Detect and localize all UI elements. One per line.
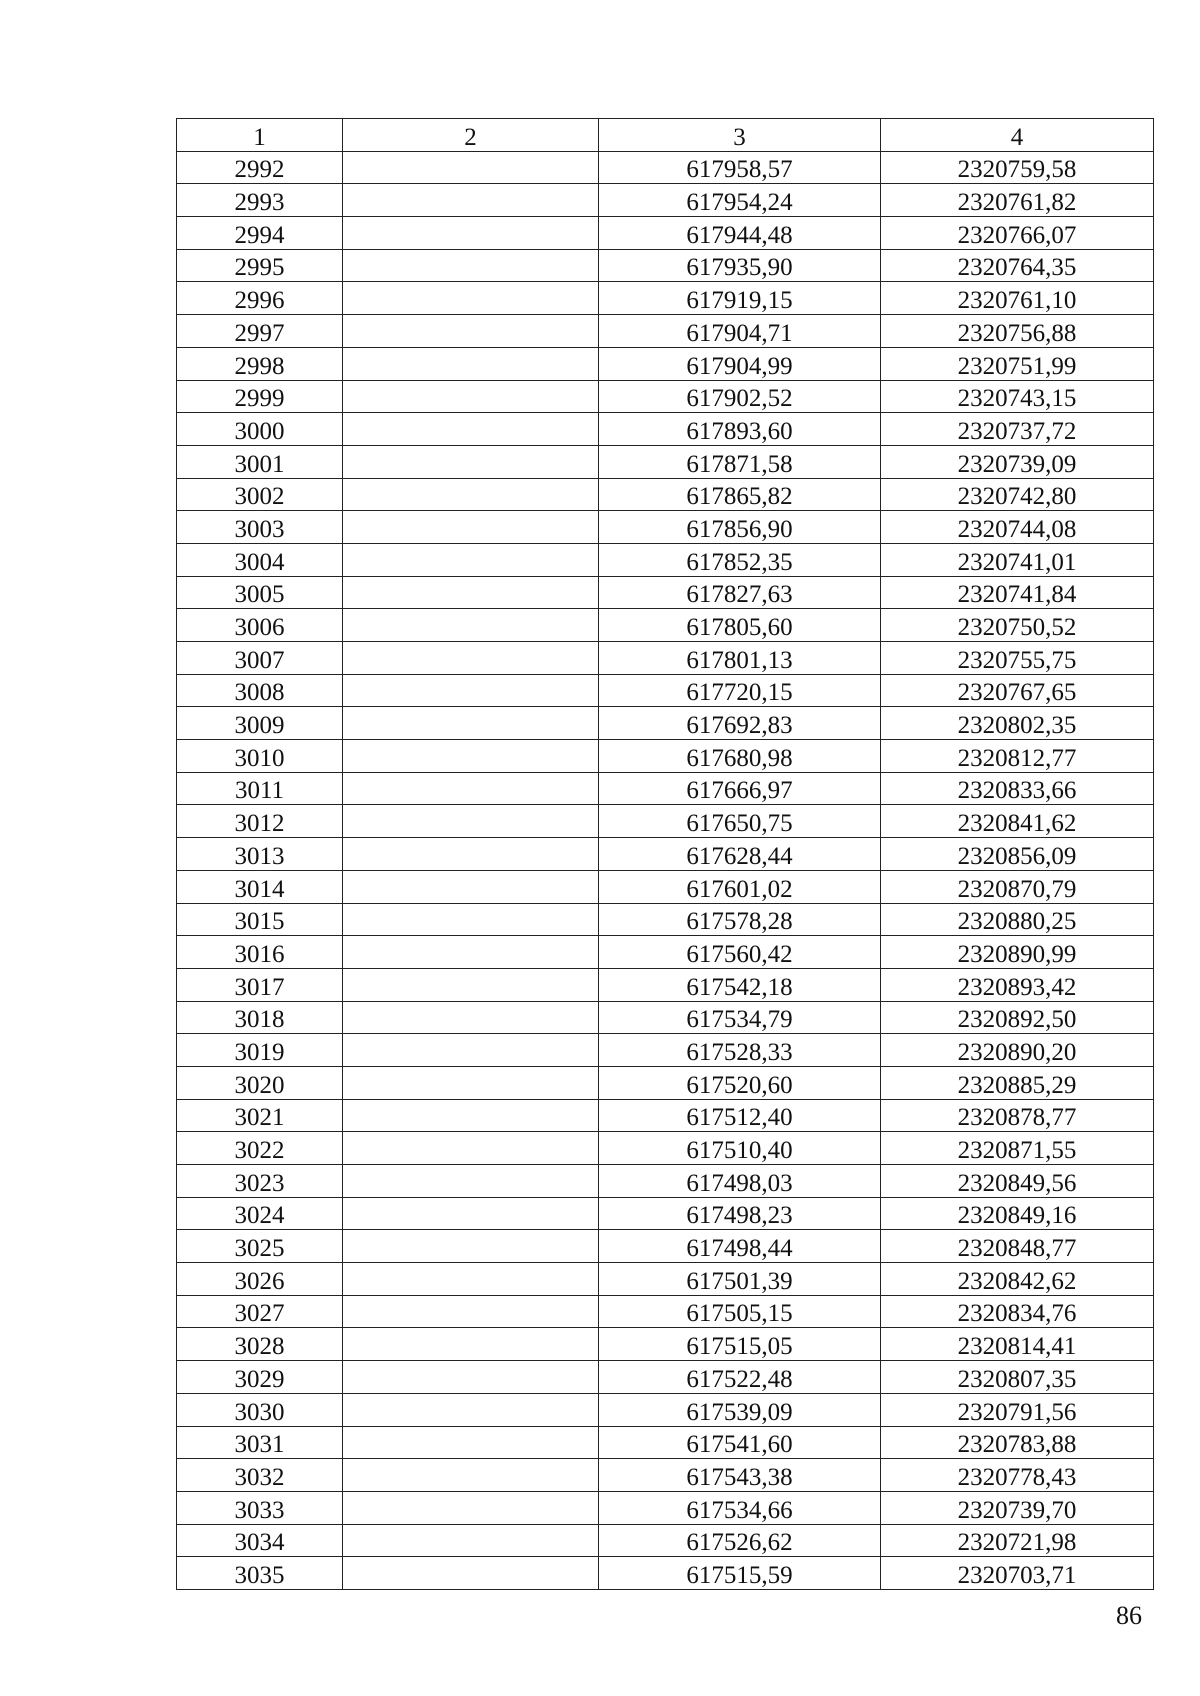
point-number-cell: 2999 — [177, 380, 343, 413]
table-row — [177, 1557, 1154, 1590]
point-number-cell: 3001 — [177, 445, 343, 478]
empty-cell — [343, 249, 599, 282]
empty-cell — [343, 1230, 599, 1263]
empty-cell — [343, 674, 599, 707]
x-coordinate-cell: 617904,99 — [599, 347, 881, 380]
empty-cell — [343, 968, 599, 1001]
x-coordinate-cell: 617893,60 — [599, 413, 881, 446]
table-row — [177, 1393, 1154, 1426]
x-coordinate-cell: 617601,02 — [599, 870, 881, 903]
x-coordinate-cell: 617512,40 — [599, 1099, 881, 1132]
empty-cell — [343, 282, 599, 315]
y-coordinate-cell: 2320761,82 — [881, 184, 1154, 217]
point-number-cell: 3002 — [177, 478, 343, 511]
empty-cell — [343, 870, 599, 903]
table-row — [177, 1066, 1154, 1099]
y-coordinate-cell: 2320721,98 — [881, 1524, 1154, 1557]
x-coordinate-cell: 617534,66 — [599, 1491, 881, 1524]
table-row — [177, 1295, 1154, 1328]
table-row — [177, 870, 1154, 903]
y-coordinate-cell: 2320744,08 — [881, 511, 1154, 544]
table-row — [177, 1099, 1154, 1132]
point-number-cell: 3013 — [177, 838, 343, 871]
point-number-cell: 2993 — [177, 184, 343, 217]
point-number-cell: 3035 — [177, 1557, 343, 1590]
empty-cell — [343, 1524, 599, 1557]
empty-cell — [343, 1426, 599, 1459]
empty-cell — [343, 903, 599, 936]
point-number-cell: 3034 — [177, 1524, 343, 1557]
empty-cell — [343, 1001, 599, 1034]
table-row — [177, 151, 1154, 184]
table-row — [177, 1263, 1154, 1296]
y-coordinate-cell: 2320807,35 — [881, 1361, 1154, 1394]
empty-cell — [343, 1491, 599, 1524]
point-number-cell: 2992 — [177, 151, 343, 184]
x-coordinate-cell: 617904,71 — [599, 315, 881, 348]
table-row — [177, 445, 1154, 478]
y-coordinate-cell: 2320885,29 — [881, 1066, 1154, 1099]
table-row — [177, 903, 1154, 936]
x-coordinate-cell: 617505,15 — [599, 1295, 881, 1328]
point-number-cell: 3010 — [177, 740, 343, 773]
x-coordinate-cell: 617520,60 — [599, 1066, 881, 1099]
empty-cell — [343, 511, 599, 544]
empty-cell — [343, 478, 599, 511]
y-coordinate-cell: 2320750,52 — [881, 609, 1154, 642]
table-row — [177, 1165, 1154, 1198]
empty-cell — [343, 707, 599, 740]
point-number-cell: 3021 — [177, 1099, 343, 1132]
empty-cell — [343, 315, 599, 348]
x-coordinate-cell: 617498,44 — [599, 1230, 881, 1263]
point-number-cell: 3015 — [177, 903, 343, 936]
y-coordinate-cell: 2320849,16 — [881, 1197, 1154, 1230]
point-number-cell: 3025 — [177, 1230, 343, 1263]
y-coordinate-cell: 2320802,35 — [881, 707, 1154, 740]
x-coordinate-cell: 617954,24 — [599, 184, 881, 217]
point-number-cell: 2996 — [177, 282, 343, 315]
table-row — [177, 805, 1154, 838]
y-coordinate-cell: 2320841,62 — [881, 805, 1154, 838]
empty-cell — [343, 1132, 599, 1165]
empty-cell — [343, 772, 599, 805]
y-coordinate-cell: 2320856,09 — [881, 838, 1154, 871]
empty-cell — [343, 1034, 599, 1067]
empty-cell — [343, 1393, 599, 1426]
page-number: 86 — [1116, 1601, 1142, 1630]
point-number-cell: 3014 — [177, 870, 343, 903]
empty-cell — [343, 543, 599, 576]
table-row — [177, 1524, 1154, 1557]
point-number-cell: 3027 — [177, 1295, 343, 1328]
y-coordinate-cell: 2320878,77 — [881, 1099, 1154, 1132]
x-coordinate-cell: 617944,48 — [599, 217, 881, 250]
table-row — [177, 1361, 1154, 1394]
empty-cell — [343, 576, 599, 609]
x-coordinate-cell: 617827,63 — [599, 576, 881, 609]
table-row — [177, 642, 1154, 675]
table-row — [177, 1491, 1154, 1524]
y-coordinate-cell: 2320761,10 — [881, 282, 1154, 315]
y-coordinate-cell: 2320791,56 — [881, 1393, 1154, 1426]
table-row — [177, 772, 1154, 805]
y-coordinate-cell: 2320880,25 — [881, 903, 1154, 936]
point-number-cell: 2997 — [177, 315, 343, 348]
point-number-cell: 3016 — [177, 936, 343, 969]
x-coordinate-cell: 617510,40 — [599, 1132, 881, 1165]
y-coordinate-cell: 2320814,41 — [881, 1328, 1154, 1361]
y-coordinate-cell: 2320756,88 — [881, 315, 1154, 348]
table-row — [177, 217, 1154, 250]
table-row — [177, 1426, 1154, 1459]
y-coordinate-cell: 2320743,15 — [881, 380, 1154, 413]
y-coordinate-cell: 2320742,80 — [881, 478, 1154, 511]
point-number-cell: 3006 — [177, 609, 343, 642]
table-row — [177, 282, 1154, 315]
empty-cell — [343, 1361, 599, 1394]
table-row — [177, 576, 1154, 609]
table-row — [177, 740, 1154, 773]
x-coordinate-cell: 617852,35 — [599, 543, 881, 576]
point-number-cell: 3033 — [177, 1491, 343, 1524]
empty-cell — [343, 609, 599, 642]
table-row — [177, 511, 1154, 544]
point-number-cell: 3011 — [177, 772, 343, 805]
point-number-cell: 2998 — [177, 347, 343, 380]
empty-cell — [343, 1459, 599, 1492]
table-row — [177, 1001, 1154, 1034]
point-number-cell: 3005 — [177, 576, 343, 609]
table-header-row — [177, 119, 1154, 152]
point-number-cell: 3026 — [177, 1263, 343, 1296]
table-row — [177, 1230, 1154, 1263]
empty-cell — [343, 1165, 599, 1198]
y-coordinate-cell: 2320893,42 — [881, 968, 1154, 1001]
x-coordinate-cell: 617560,42 — [599, 936, 881, 969]
x-coordinate-cell: 617498,23 — [599, 1197, 881, 1230]
table-row — [177, 936, 1154, 969]
point-number-cell: 2994 — [177, 217, 343, 250]
y-coordinate-cell: 2320766,07 — [881, 217, 1154, 250]
point-number-cell: 3008 — [177, 674, 343, 707]
point-number-cell: 3017 — [177, 968, 343, 1001]
table-row — [177, 1459, 1154, 1492]
empty-cell — [343, 445, 599, 478]
empty-cell — [343, 1328, 599, 1361]
table-row — [177, 347, 1154, 380]
empty-cell — [343, 642, 599, 675]
coordinates-table — [176, 118, 1154, 1590]
empty-cell — [343, 805, 599, 838]
x-coordinate-cell: 617498,03 — [599, 1165, 881, 1198]
y-coordinate-cell: 2320764,35 — [881, 249, 1154, 282]
empty-cell — [343, 740, 599, 773]
table-row — [177, 1132, 1154, 1165]
x-coordinate-cell: 617522,48 — [599, 1361, 881, 1394]
point-number-cell: 3024 — [177, 1197, 343, 1230]
point-number-cell: 3012 — [177, 805, 343, 838]
empty-cell — [343, 184, 599, 217]
x-coordinate-cell: 617856,90 — [599, 511, 881, 544]
x-coordinate-cell: 617666,97 — [599, 772, 881, 805]
x-coordinate-cell: 617680,98 — [599, 740, 881, 773]
y-coordinate-cell: 2320892,50 — [881, 1001, 1154, 1034]
x-coordinate-cell: 617541,60 — [599, 1426, 881, 1459]
y-coordinate-cell: 2320842,62 — [881, 1263, 1154, 1296]
table-row — [177, 968, 1154, 1001]
point-number-cell: 3029 — [177, 1361, 343, 1394]
x-coordinate-cell: 617515,59 — [599, 1557, 881, 1590]
x-coordinate-cell: 617902,52 — [599, 380, 881, 413]
empty-cell — [343, 1295, 599, 1328]
y-coordinate-cell: 2320890,20 — [881, 1034, 1154, 1067]
table-row — [177, 543, 1154, 576]
x-coordinate-cell: 617692,83 — [599, 707, 881, 740]
y-coordinate-cell: 2320783,88 — [881, 1426, 1154, 1459]
table-row — [177, 674, 1154, 707]
y-coordinate-cell: 2320849,56 — [881, 1165, 1154, 1198]
x-coordinate-cell: 617543,38 — [599, 1459, 881, 1492]
y-coordinate-cell: 2320871,55 — [881, 1132, 1154, 1165]
y-coordinate-cell: 2320751,99 — [881, 347, 1154, 380]
x-coordinate-cell: 617958,57 — [599, 151, 881, 184]
y-coordinate-cell: 2320739,09 — [881, 445, 1154, 478]
table-row — [177, 380, 1154, 413]
table-row — [177, 1328, 1154, 1361]
y-coordinate-cell: 2320759,58 — [881, 151, 1154, 184]
x-coordinate-cell: 617534,79 — [599, 1001, 881, 1034]
x-coordinate-cell: 617542,18 — [599, 968, 881, 1001]
empty-cell — [343, 413, 599, 446]
table-row — [177, 609, 1154, 642]
header-cell-3: 3 — [599, 119, 881, 152]
point-number-cell: 3019 — [177, 1034, 343, 1067]
empty-cell — [343, 936, 599, 969]
y-coordinate-cell: 2320741,01 — [881, 543, 1154, 576]
x-coordinate-cell: 617501,39 — [599, 1263, 881, 1296]
y-coordinate-cell: 2320848,77 — [881, 1230, 1154, 1263]
table-row — [177, 1034, 1154, 1067]
x-coordinate-cell: 617865,82 — [599, 478, 881, 511]
x-coordinate-cell: 617515,05 — [599, 1328, 881, 1361]
point-number-cell: 3000 — [177, 413, 343, 446]
x-coordinate-cell: 617871,58 — [599, 445, 881, 478]
x-coordinate-cell: 617526,62 — [599, 1524, 881, 1557]
y-coordinate-cell: 2320812,77 — [881, 740, 1154, 773]
y-coordinate-cell: 2320741,84 — [881, 576, 1154, 609]
y-coordinate-cell: 2320834,76 — [881, 1295, 1154, 1328]
table-row — [177, 413, 1154, 446]
table-row — [177, 184, 1154, 217]
x-coordinate-cell: 617650,75 — [599, 805, 881, 838]
point-number-cell: 3023 — [177, 1165, 343, 1198]
point-number-cell: 3032 — [177, 1459, 343, 1492]
x-coordinate-cell: 617528,33 — [599, 1034, 881, 1067]
empty-cell — [343, 1099, 599, 1132]
x-coordinate-cell: 617805,60 — [599, 609, 881, 642]
empty-cell — [343, 347, 599, 380]
table-row — [177, 249, 1154, 282]
x-coordinate-cell: 617578,28 — [599, 903, 881, 936]
empty-cell — [343, 1557, 599, 1590]
header-cell-4: 4 — [881, 119, 1154, 152]
empty-cell — [343, 1263, 599, 1296]
empty-cell — [343, 217, 599, 250]
y-coordinate-cell: 2320833,66 — [881, 772, 1154, 805]
point-number-cell: 3003 — [177, 511, 343, 544]
empty-cell — [343, 380, 599, 413]
point-number-cell: 3004 — [177, 543, 343, 576]
x-coordinate-cell: 617919,15 — [599, 282, 881, 315]
y-coordinate-cell: 2320890,99 — [881, 936, 1154, 969]
header-cell-1: 1 — [177, 119, 343, 152]
point-number-cell: 3022 — [177, 1132, 343, 1165]
point-number-cell: 3028 — [177, 1328, 343, 1361]
point-number-cell: 3018 — [177, 1001, 343, 1034]
x-coordinate-cell: 617801,13 — [599, 642, 881, 675]
empty-cell — [343, 1066, 599, 1099]
x-coordinate-cell: 617720,15 — [599, 674, 881, 707]
table-row — [177, 707, 1154, 740]
point-number-cell: 3030 — [177, 1393, 343, 1426]
y-coordinate-cell: 2320778,43 — [881, 1459, 1154, 1492]
y-coordinate-cell: 2320737,72 — [881, 413, 1154, 446]
y-coordinate-cell: 2320870,79 — [881, 870, 1154, 903]
empty-cell — [343, 1197, 599, 1230]
x-coordinate-cell: 617539,09 — [599, 1393, 881, 1426]
point-number-cell: 2995 — [177, 249, 343, 282]
empty-cell — [343, 838, 599, 871]
point-number-cell: 3020 — [177, 1066, 343, 1099]
table-body — [177, 119, 1154, 1590]
y-coordinate-cell: 2320755,75 — [881, 642, 1154, 675]
y-coordinate-cell: 2320739,70 — [881, 1491, 1154, 1524]
x-coordinate-cell: 617935,90 — [599, 249, 881, 282]
empty-cell — [343, 151, 599, 184]
y-coordinate-cell: 2320767,65 — [881, 674, 1154, 707]
table-row — [177, 478, 1154, 511]
point-number-cell: 3007 — [177, 642, 343, 675]
table-row — [177, 1197, 1154, 1230]
table-row — [177, 315, 1154, 348]
header-cell-2: 2 — [343, 119, 599, 152]
x-coordinate-cell: 617628,44 — [599, 838, 881, 871]
y-coordinate-cell: 2320703,71 — [881, 1557, 1154, 1590]
point-number-cell: 3009 — [177, 707, 343, 740]
point-number-cell: 3031 — [177, 1426, 343, 1459]
table-row — [177, 838, 1154, 871]
